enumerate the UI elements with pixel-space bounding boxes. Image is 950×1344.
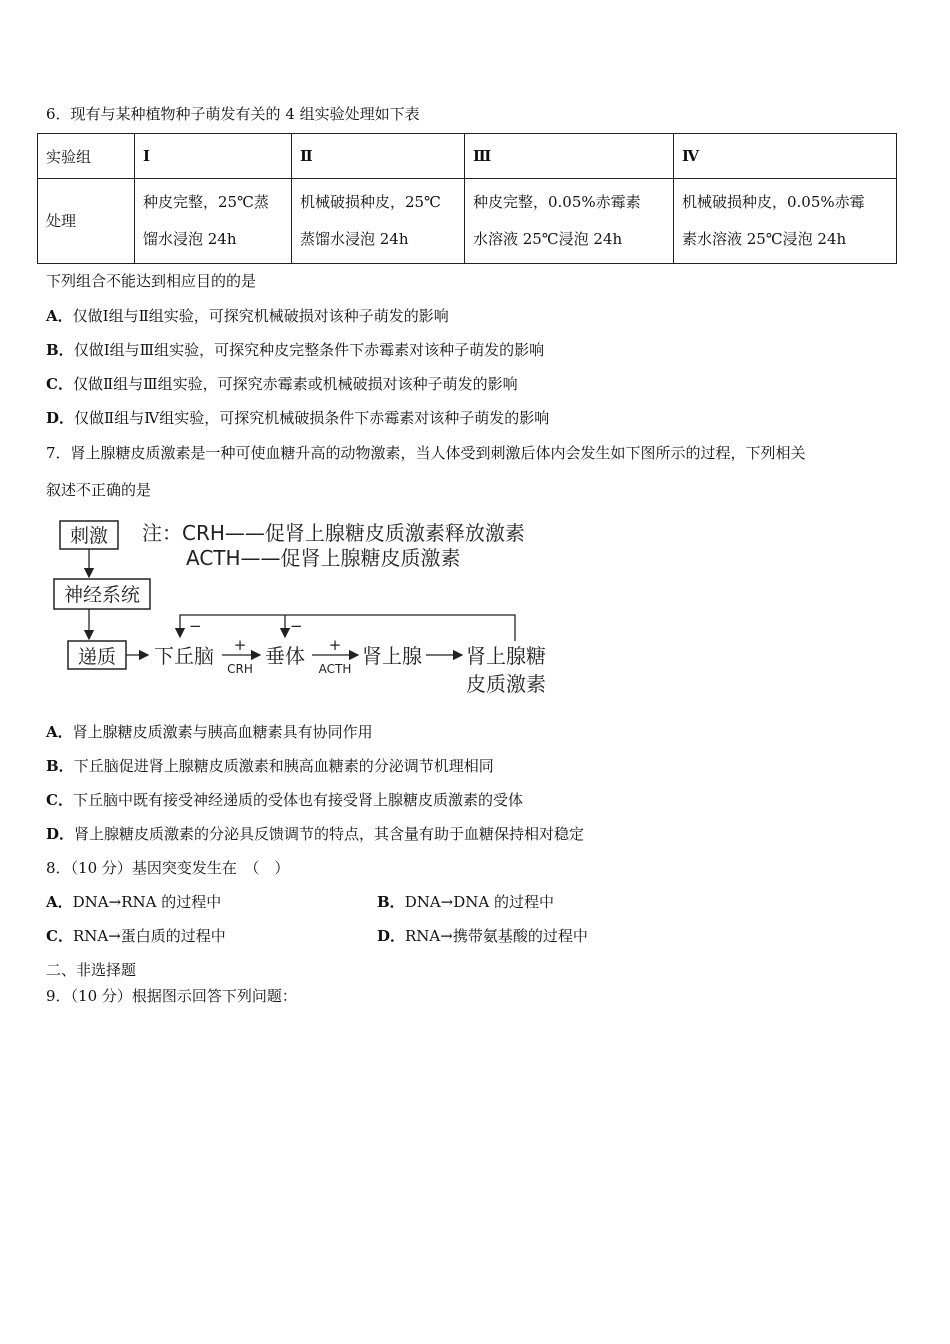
q8-option-d: D．RNA→携带氨基酸的过程中 xyxy=(377,927,588,945)
hormone-regulation-diagram xyxy=(50,515,570,700)
q8-stem: 8．（10 分）基因突变发生在 （ ） xyxy=(46,859,290,877)
table-row-label: 处理 xyxy=(38,179,135,264)
pituitary-label: 垂体 xyxy=(265,644,305,668)
adrenal-label: 肾上腺 xyxy=(362,644,422,668)
crh-label: CRH xyxy=(227,662,253,676)
table-header-label: 实验组 xyxy=(38,134,135,179)
nervous-system-label: 神经系统 xyxy=(63,584,141,606)
q7-option-a: A．肾上腺糖皮质激素与胰高血糖素具有协同作用 xyxy=(46,723,373,741)
acth-label: ACTH xyxy=(318,662,352,676)
q7-stem-line1: 7．肾上腺糖皮质激素是一种可使血糖升高的动物激素，当人体受到刺激后体内会发生如下图所示的过程，下列相关 xyxy=(46,444,806,462)
q8-option-c: C．RNA→蛋白质的过程中 xyxy=(46,927,226,945)
q8-option-b: B．DNA→DNA 的过程中 xyxy=(377,893,554,911)
transmitter-label: 递质 xyxy=(77,646,117,668)
hypothalamus-label: 下丘脑 xyxy=(154,644,214,668)
treatment-cell-3: 种皮完整，0.05%赤霉素 水溶液 25℃浸泡 24h xyxy=(465,179,674,264)
experiment-table xyxy=(37,133,897,264)
q6-option-c: C．仅做Ⅱ组与Ⅲ组实验，可探究赤霉素或机械破损对该种子萌发的影响 xyxy=(46,375,518,393)
q6-option-b: B．仅做Ⅰ组与Ⅲ组实验，可探究种皮完整条件下赤霉素对该种子萌发的影响 xyxy=(46,341,545,359)
feedback-to-hypothalamus xyxy=(180,615,515,641)
group-header-1: Ⅰ xyxy=(135,134,292,179)
stimulus-label: 刺激 xyxy=(69,525,109,547)
q6-option-d: D．仅做Ⅱ组与Ⅳ组实验，可探究机械破损条件下赤霉素对该种子萌发的影响 xyxy=(46,409,550,427)
plus-sign-2: + xyxy=(328,636,342,654)
treatment-cell-2: 机械破损种皮，25℃ 蒸馏水浸泡 24h xyxy=(292,179,465,264)
minus-sign-2: − xyxy=(290,617,303,635)
q6-option-a: A．仅做Ⅰ组与Ⅱ组实验，可探究机械破损对该种子萌发的影响 xyxy=(46,307,449,325)
q8-option-a: A．DNA→RNA 的过程中 xyxy=(46,893,222,911)
q7-option-d: D．肾上腺糖皮质激素的分泌具反馈调节的特点，其含量有助于血糖保持相对稳定 xyxy=(46,825,585,843)
q9-stem: 9．（10 分）根据图示回答下列问题： xyxy=(46,987,297,1005)
q7-option-c: C．下丘脑中既有接受神经递质的受体也有接受肾上腺糖皮质激素的受体 xyxy=(46,791,523,809)
treatment-cell-4: 机械破损种皮，0.05%赤霉 素水溶液 25℃浸泡 24h xyxy=(674,179,897,264)
q6-stem: 6．现有与某种植物种子萌发有关的 4 组实验处理如下表 xyxy=(46,105,420,123)
section-heading: 二、非选择题 xyxy=(46,961,137,979)
group-header-2: Ⅱ xyxy=(292,134,465,179)
q7-option-b: B．下丘脑促进肾上腺糖皮质激素和胰高血糖素的分泌调节机理相同 xyxy=(46,757,494,775)
treatment-cell-1: 种皮完整，25℃蒸 馏水浸泡 24h xyxy=(135,179,292,264)
minus-sign-1: − xyxy=(189,617,202,635)
q6-question: 下列组合不能达到相应目的的是 xyxy=(46,272,257,290)
group-header-3: Ⅲ xyxy=(465,134,674,179)
group-header-4: Ⅳ xyxy=(674,134,897,179)
note-line2: ACTH——促肾上腺糖皮质激素 xyxy=(186,546,461,570)
note-line1: 注：CRH——促肾上腺糖皮质激素释放激素 xyxy=(142,521,525,545)
hormone-label-line2: 皮质激素 xyxy=(466,672,546,696)
plus-sign-1: + xyxy=(233,636,247,654)
q7-stem-line2: 叙述不正确的是 xyxy=(46,481,152,499)
hormone-label-line1: 肾上腺糖 xyxy=(466,644,546,668)
